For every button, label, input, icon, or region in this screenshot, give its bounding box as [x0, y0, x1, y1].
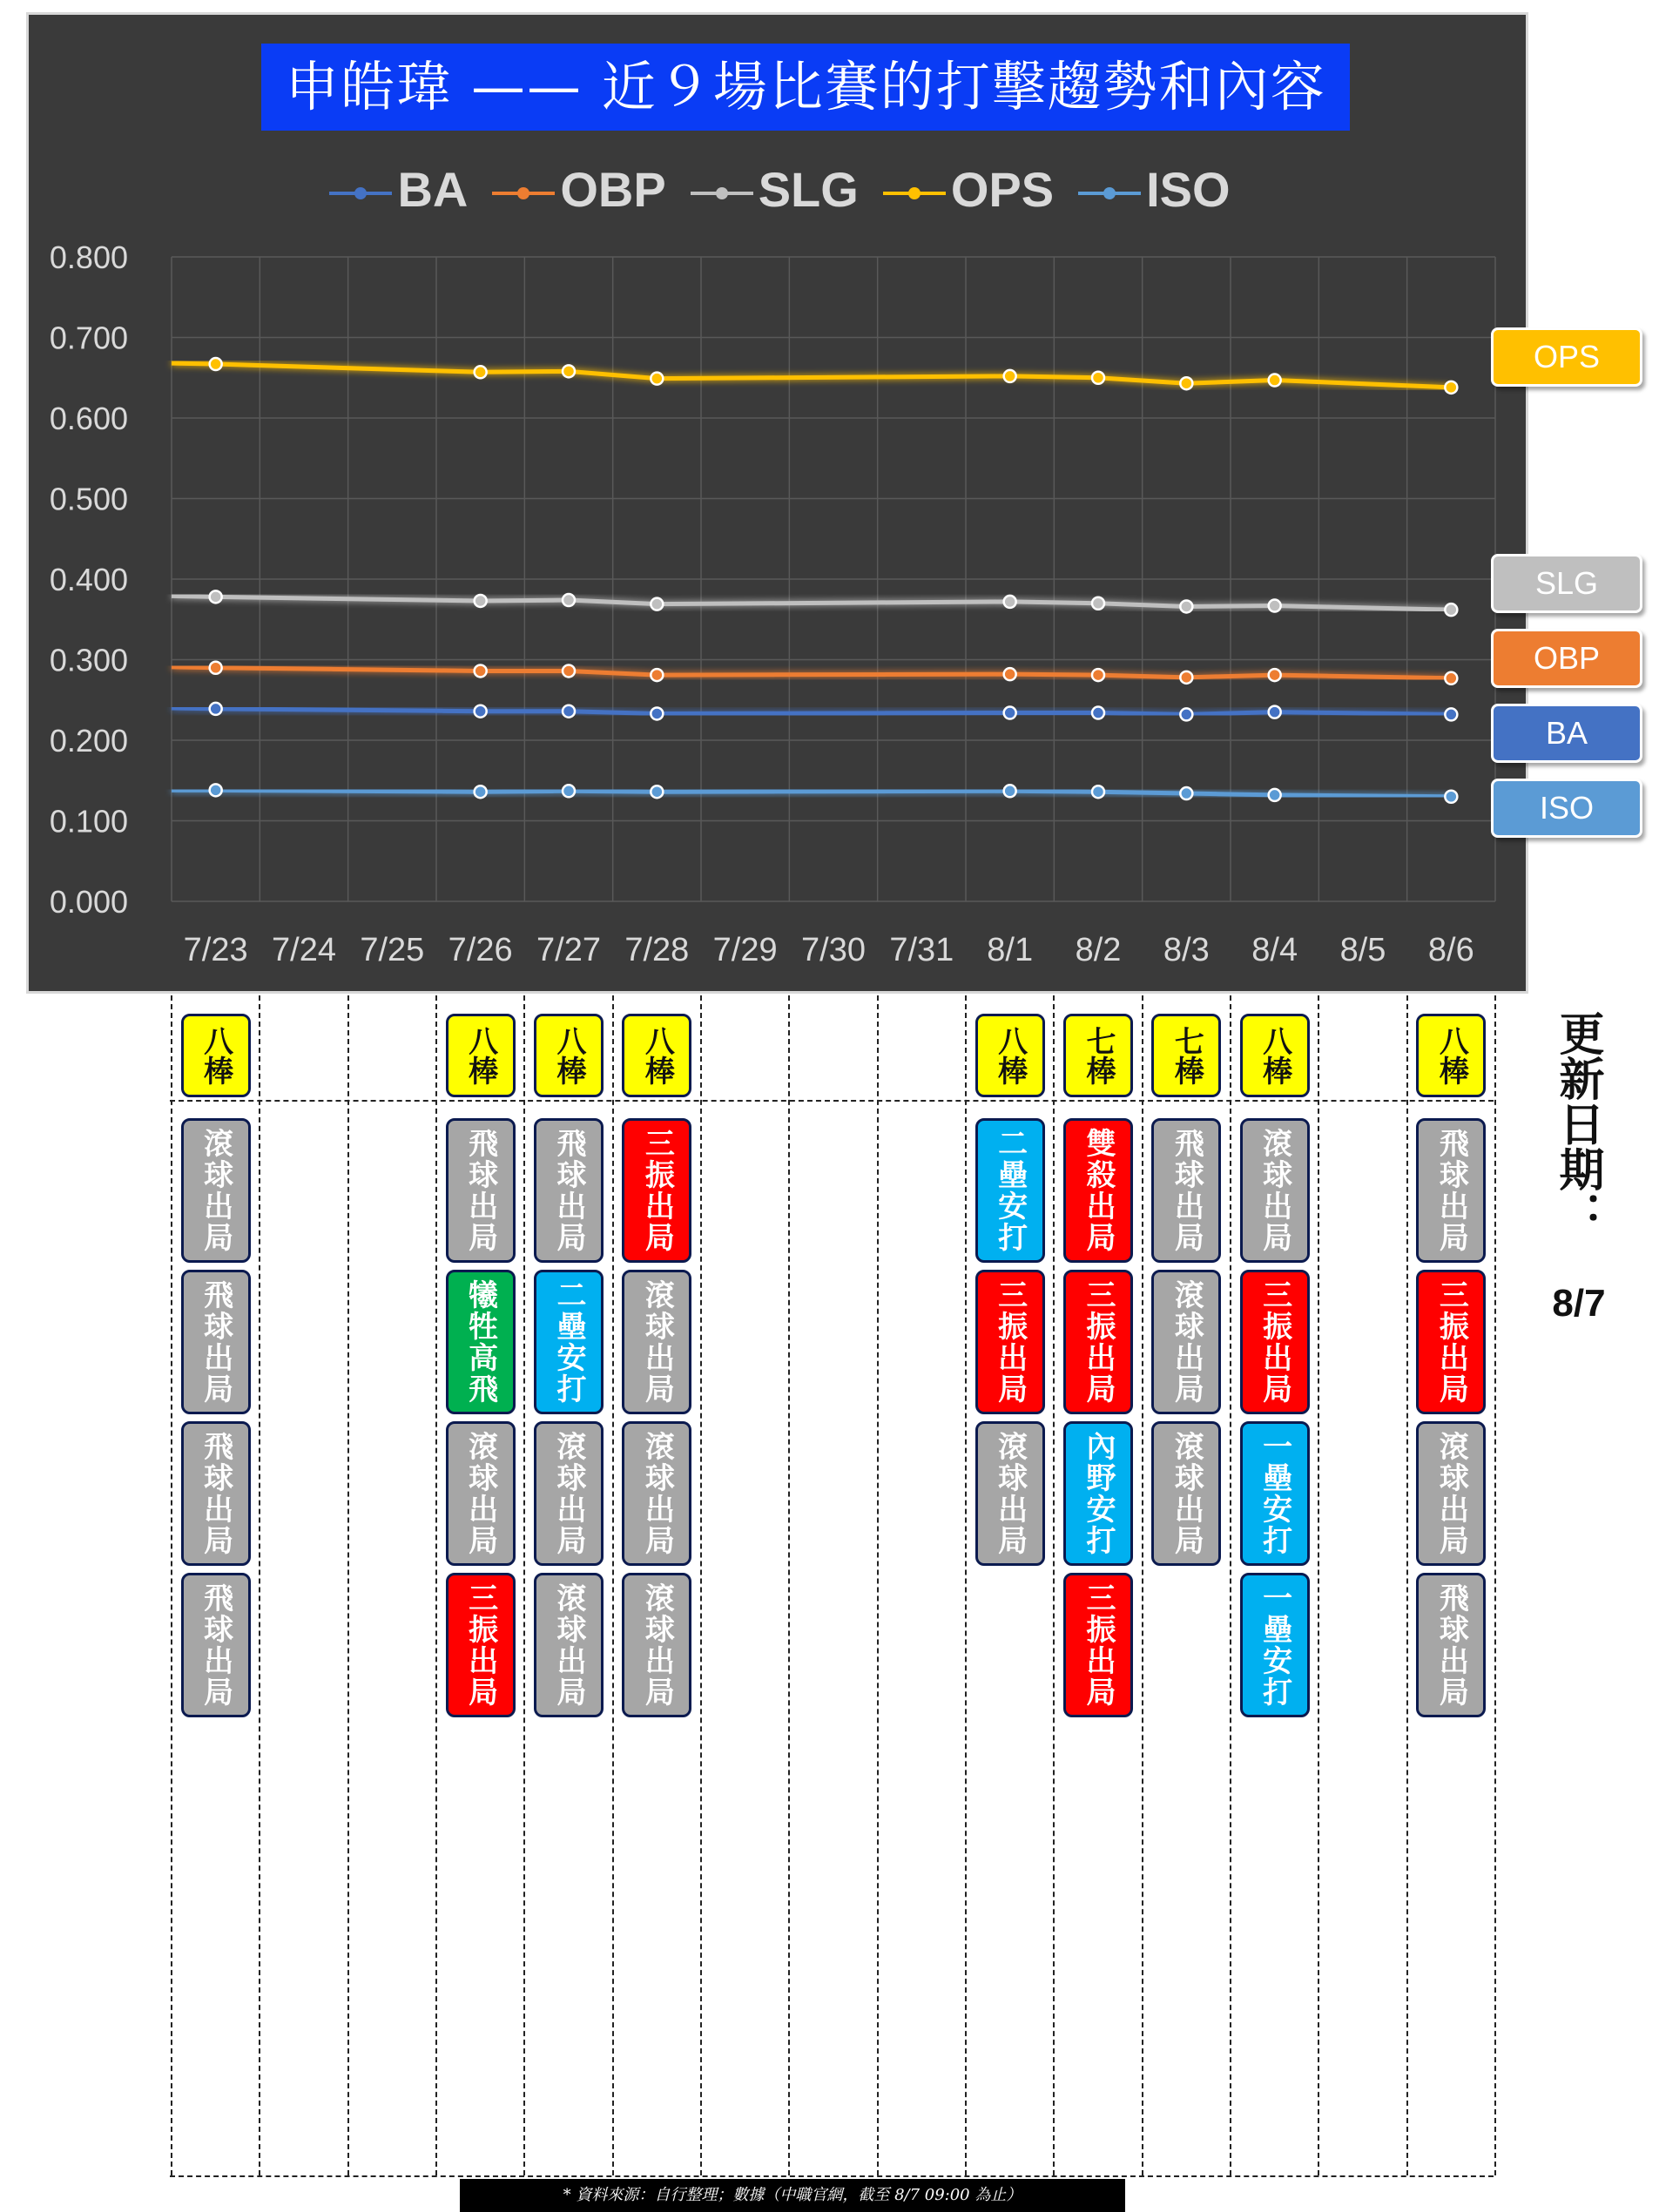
data-point-iso	[563, 785, 575, 797]
data-point-iso	[1092, 786, 1104, 798]
x-tick-label: 7/30	[801, 932, 866, 968]
at-bat-result-badge: 三振出局	[446, 1573, 516, 1717]
data-point-slg	[210, 590, 222, 603]
grid-column-line	[700, 995, 702, 2175]
grid-column-line	[1406, 995, 1408, 2175]
data-point-obp	[475, 664, 487, 677]
x-tick-label: 8/1	[987, 932, 1034, 968]
at-bat-result-badge: 內野安打	[1063, 1421, 1133, 1566]
y-tick-label: 0.200	[49, 723, 128, 759]
at-bat-result-badge: 滾球出局	[975, 1421, 1045, 1566]
at-bat-result-badge: 三振出局	[975, 1270, 1045, 1414]
at-bat-result-badge: 滾球出局	[1240, 1118, 1310, 1263]
series-line-ba	[172, 708, 1451, 714]
chart-title: 申皓瑋 —— 近９場比賽的打擊趨勢和內容	[261, 44, 1350, 131]
data-point-obp	[1004, 668, 1016, 680]
x-tick-label: 7/31	[889, 932, 954, 968]
x-tick-label: 7/28	[624, 932, 690, 968]
at-bat-result-badge: 三振出局	[1240, 1270, 1310, 1414]
grid-column-line	[347, 995, 349, 2175]
y-tick-label: 0.500	[49, 481, 128, 517]
grid-column-line	[1494, 995, 1496, 2175]
update-date: 8/7	[1552, 1282, 1606, 1325]
series-line-iso	[172, 790, 1451, 796]
at-bat-result-badge: 三振出局	[1063, 1270, 1133, 1414]
batting-order-badge: 八棒	[1416, 1014, 1486, 1097]
grid-column-line	[1230, 995, 1231, 2175]
data-point-slg	[563, 594, 575, 606]
at-bat-result-badge: 滾球出局	[534, 1421, 604, 1566]
batting-order-badge: 八棒	[534, 1014, 604, 1097]
batting-order-badge: 八棒	[1240, 1014, 1310, 1097]
batting-order-badge: 八棒	[622, 1014, 691, 1097]
data-point-ba	[1269, 706, 1281, 718]
series-line-obp	[172, 667, 1451, 678]
legend-label: SLG	[758, 162, 859, 217]
y-tick-label: 0.100	[49, 803, 128, 840]
data-point-iso	[651, 786, 663, 798]
at-bat-result-badge: 滾球出局	[622, 1421, 691, 1566]
data-point-slg	[1180, 600, 1192, 612]
at-bat-result-badge: 滾球出局	[446, 1421, 516, 1566]
legend-label: OPS	[950, 162, 1055, 217]
update-label: 更新日期：	[1551, 1010, 1603, 1237]
y-tick-label: 0.000	[49, 884, 128, 920]
y-tick-label: 0.300	[49, 642, 128, 678]
legend-label: ISO	[1146, 162, 1231, 217]
data-point-ops	[210, 358, 222, 370]
at-bat-result-badge: 飛球出局	[1151, 1118, 1221, 1263]
at-bat-result-badge: 滾球出局	[1151, 1421, 1221, 1566]
at-bat-result-badge: 犧牲高飛	[446, 1270, 516, 1414]
grid-bottom-line	[170, 2175, 1494, 2177]
data-point-ops	[563, 365, 575, 377]
source-note: * 資料來源：自行整理；數據（中職官網，截至 8/7 09:00 為止）	[460, 2179, 1125, 2212]
data-point-iso	[210, 784, 222, 796]
data-point-obp	[563, 664, 575, 677]
batting-order-badge: 八棒	[975, 1014, 1045, 1097]
data-point-obp	[1445, 672, 1457, 685]
at-bat-result-badge: 飛球出局	[181, 1421, 251, 1566]
y-tick-label: 0.700	[49, 320, 128, 356]
grid-column-line	[171, 995, 172, 2175]
x-tick-label: 7/27	[536, 932, 601, 968]
grid-column-line	[1318, 995, 1319, 2175]
at-bat-result-badge: 滾球出局	[1151, 1270, 1221, 1414]
x-tick-label: 8/4	[1251, 932, 1298, 968]
data-point-obp	[210, 662, 222, 674]
data-point-ops	[475, 366, 487, 378]
at-bat-result-badge: 飛球出局	[1416, 1573, 1486, 1717]
x-tick-label: 7/23	[183, 932, 248, 968]
at-bat-result-badge: 三振出局	[622, 1118, 691, 1263]
at-bat-result-badge: 二壘安打	[975, 1118, 1045, 1263]
data-point-ba	[1180, 708, 1192, 720]
data-point-obp	[651, 669, 663, 681]
series-line-slg	[172, 596, 1451, 610]
at-bat-result-badge: 一壘安打	[1240, 1573, 1310, 1717]
data-point-ops	[1269, 374, 1281, 387]
line-chart	[0, 0, 1659, 997]
series-tag-slg: SLG	[1491, 554, 1642, 613]
x-tick-label: 7/29	[712, 932, 778, 968]
x-tick-label: 7/26	[448, 932, 513, 968]
data-point-ba	[651, 707, 663, 719]
at-bat-result-badge: 飛球出局	[446, 1118, 516, 1263]
data-point-slg	[1092, 597, 1104, 610]
grid-column-line	[788, 995, 790, 2175]
at-bat-result-badge: 一壘安打	[1240, 1421, 1310, 1566]
x-tick-label: 8/3	[1163, 932, 1210, 968]
at-bat-result-badge: 滾球出局	[622, 1270, 691, 1414]
data-point-obp	[1269, 669, 1281, 681]
data-point-ops	[1445, 381, 1457, 394]
data-point-slg	[475, 595, 487, 607]
grid-column-line	[1053, 995, 1055, 2175]
grid-row-line	[170, 1100, 1494, 1102]
batting-order-badge: 八棒	[446, 1014, 516, 1097]
y-tick-label: 0.400	[49, 562, 128, 597]
data-point-iso	[1445, 791, 1457, 803]
batting-order-badge: 七棒	[1151, 1014, 1221, 1097]
data-point-obp	[1092, 669, 1104, 681]
grid-column-line	[523, 995, 525, 2175]
at-bat-result-badge: 飛球出局	[534, 1118, 604, 1263]
at-bat-result-badge: 滾球出局	[1416, 1421, 1486, 1566]
data-point-ba	[210, 703, 222, 715]
grid-column-line	[1142, 995, 1143, 2175]
series-tag-ba: BA	[1491, 704, 1642, 763]
data-point-ops	[1092, 372, 1104, 384]
x-tick-label: 7/25	[360, 932, 425, 968]
series-tag-ops: OPS	[1491, 327, 1642, 387]
data-point-ops	[1180, 377, 1192, 389]
data-point-iso	[1004, 785, 1016, 797]
data-point-ops	[651, 373, 663, 385]
data-point-obp	[1180, 671, 1192, 684]
series-tag-iso: ISO	[1491, 779, 1642, 838]
data-point-ba	[1445, 708, 1457, 720]
grid-column-line	[435, 995, 437, 2175]
data-point-slg	[651, 598, 663, 610]
at-bat-result-badge: 飛球出局	[181, 1270, 251, 1414]
at-bat-result-badge: 滾球出局	[534, 1573, 604, 1717]
at-bat-result-badge: 三振出局	[1416, 1270, 1486, 1414]
x-tick-label: 8/6	[1427, 932, 1474, 968]
data-point-ba	[1004, 707, 1016, 719]
grid-column-line	[965, 995, 967, 2175]
legend-label: BA	[397, 162, 469, 217]
at-bat-result-badge: 二壘安打	[534, 1270, 604, 1414]
y-tick-label: 0.800	[49, 239, 128, 275]
batting-order-badge: 八棒	[181, 1014, 251, 1097]
at-bat-result-badge: 滾球出局	[622, 1573, 691, 1717]
data-point-slg	[1004, 596, 1016, 608]
data-point-iso	[1180, 787, 1192, 799]
x-tick-label: 7/24	[272, 932, 336, 968]
at-bat-result-badge: 三振出局	[1063, 1573, 1133, 1717]
batting-order-badge: 七棒	[1063, 1014, 1133, 1097]
data-point-iso	[475, 786, 487, 798]
data-point-ba	[1092, 707, 1104, 719]
at-bat-result-badge: 飛球出局	[181, 1573, 251, 1717]
grid-column-line	[259, 995, 260, 2175]
data-point-slg	[1269, 600, 1281, 612]
grid-column-line	[877, 995, 879, 2175]
data-point-slg	[1445, 604, 1457, 616]
legend-label: OBP	[560, 162, 666, 217]
y-tick-label: 0.600	[49, 401, 128, 436]
x-tick-label: 8/2	[1075, 932, 1122, 968]
data-point-ba	[563, 705, 575, 718]
series-line-ops	[172, 363, 1451, 388]
at-bat-result-badge: 飛球出局	[1416, 1118, 1486, 1263]
at-bat-result-badge: 雙殺出局	[1063, 1118, 1133, 1263]
data-point-ops	[1004, 370, 1016, 382]
x-tick-label: 8/5	[1339, 932, 1386, 968]
data-point-ba	[475, 705, 487, 718]
grid-column-line	[612, 995, 614, 2175]
at-bat-result-badge: 滾球出局	[181, 1118, 251, 1263]
series-tag-obp: OBP	[1491, 629, 1642, 688]
data-point-iso	[1269, 789, 1281, 801]
